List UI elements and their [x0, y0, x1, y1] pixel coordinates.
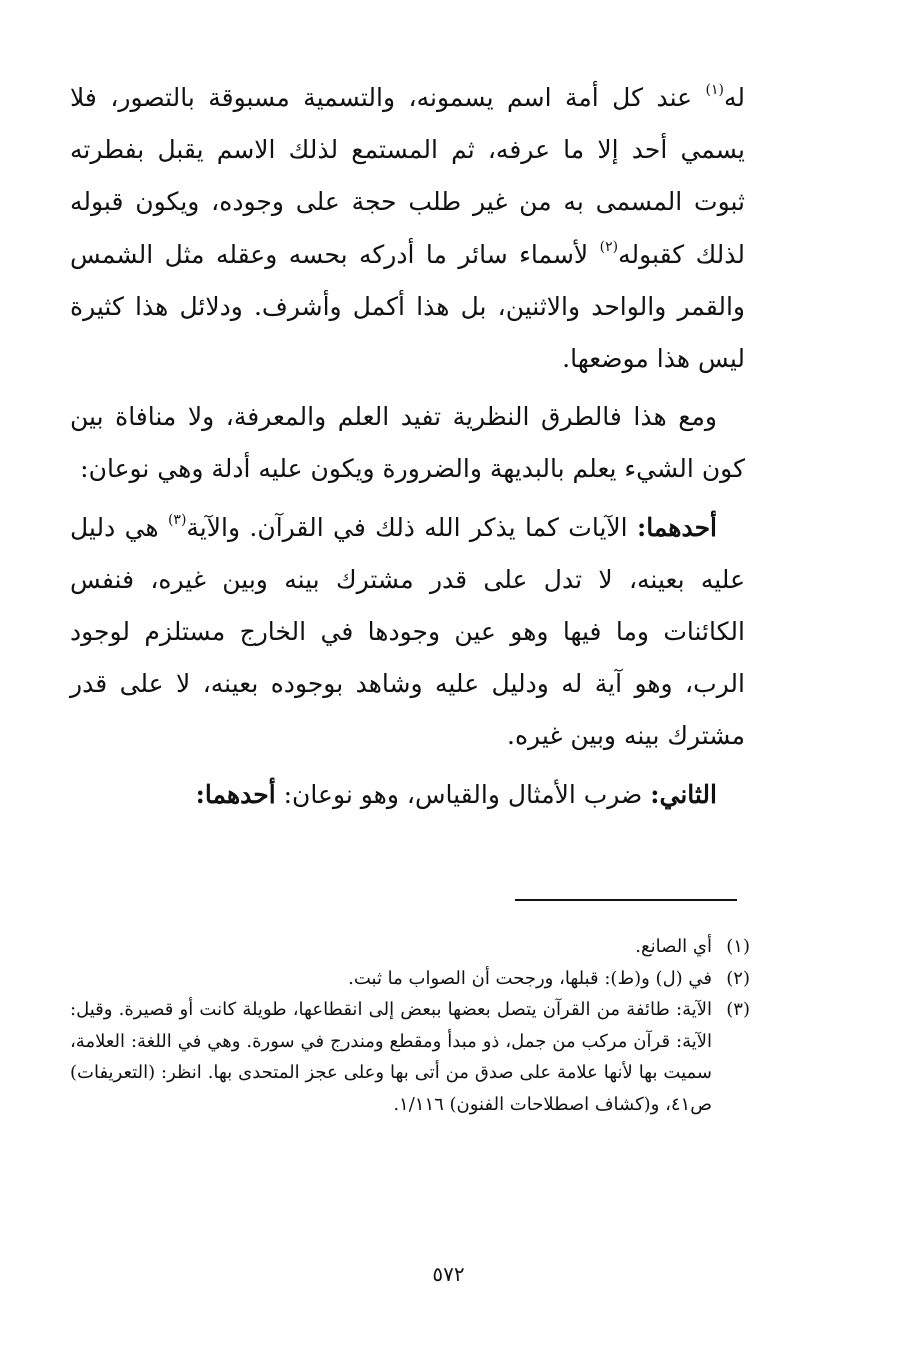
footnote-text: في (ل) و(ط): قبلها، ورجحت أن الصواب ما ثبت.	[348, 967, 712, 989]
paragraph-1-middle: عند كل أمة اسم يسمونه، والتسمية مسبوقة بالتصور، فلا يسمي أحد إلا ما عرفه، ثم المستمع لذلك الاسم يقبل بفطرته ثبوت المسمى به من غير طلب حجة على وجوده، ويكون قبوله لذلك كقبوله	[70, 83, 746, 269]
footnote-item	[70, 963, 750, 995]
page-number: ٥٧٢	[432, 1262, 465, 1286]
footnote-number: (١)	[726, 936, 750, 957]
footnotes	[70, 931, 750, 1120]
page-body	[70, 72, 745, 821]
footnote-text: أي الصانع.	[635, 936, 712, 957]
footnote-item	[70, 931, 750, 963]
footnote-number: (٣)	[726, 999, 750, 1020]
footnote-divider	[515, 899, 737, 901]
footnote-ref-2[interactable]: (٢)	[599, 238, 619, 255]
paragraph-4-lead: الثاني:	[650, 779, 717, 809]
paragraph-1-start: له	[723, 83, 745, 112]
paragraph-3-lead: أحدهما:	[636, 512, 717, 542]
main-text	[70, 72, 745, 821]
footnote-number: (٢)	[726, 967, 750, 989]
paragraph-4-text: ضرب الأمثال والقياس، وهو نوعان:	[275, 779, 651, 809]
paragraph-4-lead-2: أحدهما:	[195, 779, 276, 809]
paragraph-1-end: لأسماء سائر ما أدركه بحسه وعقله مثل الشمس والقمر والواحد والاثنين، بل هذا أكمل وأشرف. ودلائل هذا كثيرة ليس هذا موضعها.	[70, 239, 745, 374]
paragraph-3	[70, 502, 745, 763]
footnote-text: الآية: طائفة من القرآن يتصل بعضها ببعض إلى انقطاعها، طويلة كانت أو قصيرة. وقيل: الآية: قرآن مركب من جمل، ذو مبدأ ومقطع ومندرج في سورة. وهي في اللغة: العلامة، سميت بها لأنها علامة على صدق من أتى بها وعلى عجز المتحدى بها. انظر: (التعريفات) ص٤١، و(كشاف اصطلاحات الفنون) ١/١١٦.	[70, 999, 712, 1115]
paragraph-3-end: هي دليل عليه بعينه، لا تدل على قدر مشترك بينه وبين غيره، فنفس الكائنات وما فيها وهو عين وجودها في الخارج مستلزم لوجود الرب، وهو آية له ودليل عليه وشاهد بوجوده بعينه، لا على قدر مشترك بينه وبين غيره.	[70, 512, 745, 751]
footnote-ref-1[interactable]: (١)	[705, 82, 724, 98]
paragraph-1	[70, 72, 745, 385]
footnote-ref-3[interactable]: (٣)	[167, 511, 187, 528]
paragraph-3-start: الآيات كما يذكر الله ذلك في القرآن. والآية	[186, 512, 637, 542]
paragraph-4	[70, 769, 745, 821]
paragraph-2: ومع هذا فالطرق النظرية تفيد العلم والمعرفة، ولا منافاة بين كون الشيء يعلم بالبديهة والضرورة ويكون عليه أدلة وهي نوعان:	[70, 402, 745, 484]
footnote-item	[70, 994, 750, 1120]
